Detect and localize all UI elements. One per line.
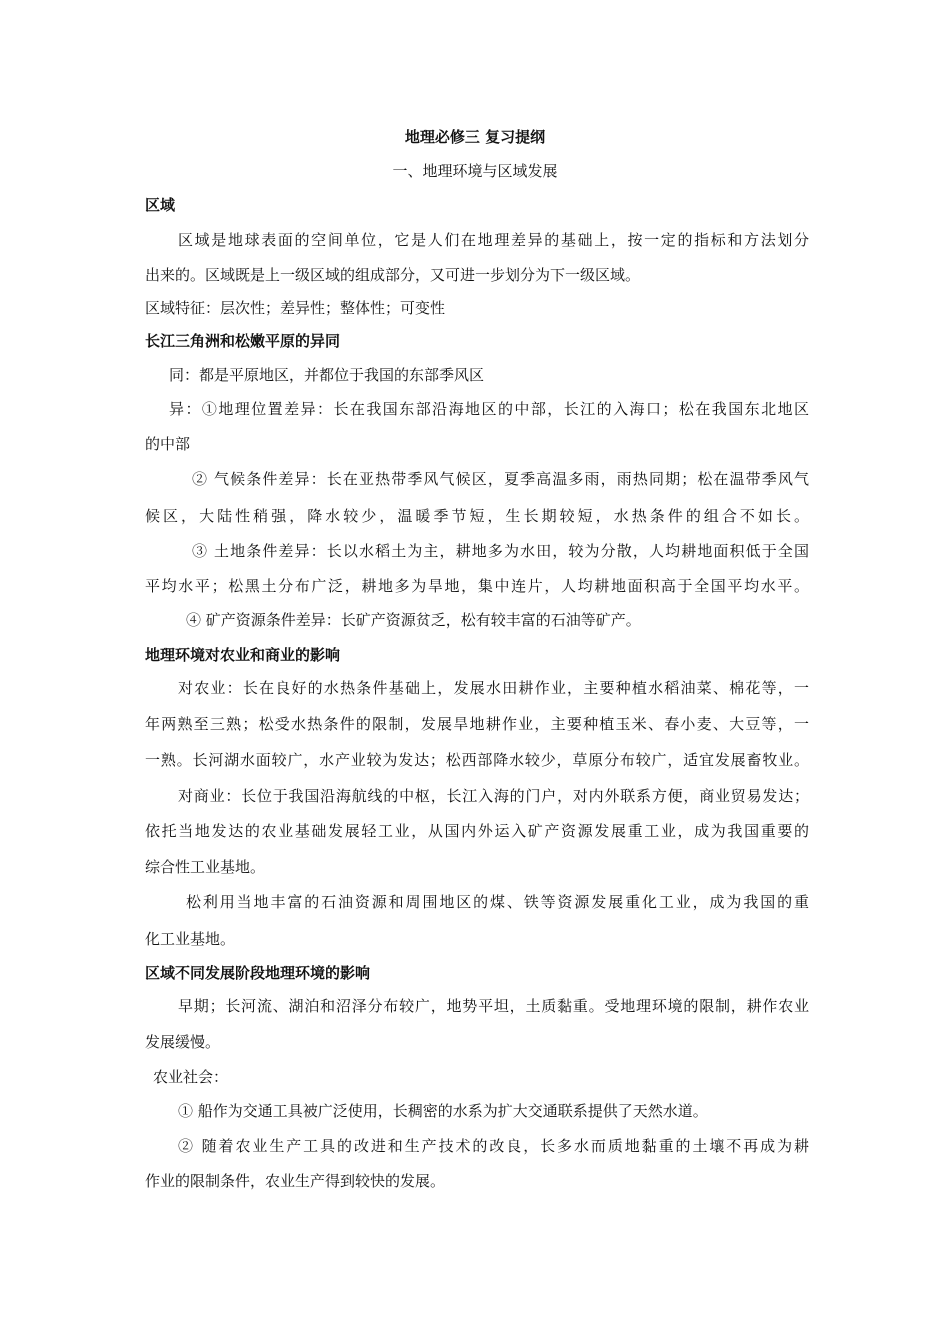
paragraph-line: ① 船作为交通工具被广泛使用，长稠密的水系为扩大交通联系提供了天然水道。	[178, 1102, 708, 1120]
document-title: 地理必修三 复习提纲	[404, 128, 546, 146]
paragraph-line: ③ 土地条件差异：长以水稻土为主，耕地多为水田，较为分散，人均耕地面积低于全国	[192, 542, 809, 560]
paragraph-line: 出来的。区域既是上一级区域的组成部分，又可进一步划分为下一级区域。	[145, 266, 641, 284]
paragraph-line: 同：都是平原地区，并都位于我国的东部季风区	[169, 366, 485, 384]
paragraph-line: 年两熟至三熟；松受水热条件的限制，发展旱地耕作业，主要种植玉米、春小麦、大豆等，一	[145, 715, 809, 733]
section-heading-stages: 区域不同发展阶段地理环境的影响	[145, 964, 371, 982]
paragraph-line: 松利用当地丰富的石油资源和周围地区的煤、铁等资源发展重化工业，成为我国的重	[186, 893, 809, 911]
paragraph-line: 对商业：长位于我国沿海航线的中枢，长江入海的门户，对内外联系方便，商业贸易发达；	[178, 787, 809, 805]
paragraph-line: ② 气候条件差异：长在亚热带季风气候区，夏季高温多雨，雨热同期；松在温带季风气	[192, 470, 809, 488]
section-heading-region: 区域	[145, 196, 176, 214]
paragraph-line: 作业的限制条件，农业生产得到较快的发展。	[145, 1172, 446, 1190]
paragraph-line: ④ 矿产资源条件差异：长矿产资源贫乏，松有较丰富的石油等矿产。	[186, 611, 641, 629]
paragraph-line: 一熟。长河湖水面较广，水产业较为发达；松西部降水较少，草原分布较广，适宜发展畜牧业。	[145, 751, 809, 769]
paragraph-line: 依托当地发达的农业基础发展轻工业，从国内外运入矿产资源发展重工业，成为我国重要的	[145, 822, 809, 840]
paragraph-line: 对农业：长在良好的水热条件基础上，发展水田耕作业，主要种植水稻油菜、棉花等，一	[178, 679, 809, 697]
paragraph-line: 发展缓慢。	[145, 1033, 221, 1051]
paragraph-line: 农业社会：	[153, 1068, 229, 1086]
chapter-heading: 一、地理环境与区域发展	[392, 162, 558, 180]
paragraph-line: 候区，大陆性稍强，降水较少，温暖季节短，生长期较短，水热条件的组合不如长。	[145, 507, 809, 525]
paragraph-line: 综合性工业基地。	[145, 858, 266, 876]
paragraph-line: 的中部	[145, 435, 191, 453]
section-heading-comparison: 长江三角洲和松嫩平原的异同	[145, 332, 341, 350]
paragraph-line: 早期；长河流、湖泊和沼泽分布较广，地势平坦，土质黏重。受地理环境的限制，耕作农业	[178, 997, 809, 1015]
paragraph-line: ② 随着农业生产工具的改进和生产技术的改良，长多水而质地黏重的土壤不再成为耕	[178, 1137, 809, 1155]
paragraph-line: 区域特征：层次性；差异性；整体性；可变性	[145, 299, 446, 317]
paragraph-line: 化工业基地。	[145, 930, 236, 948]
paragraph-line: 区域是地球表面的空间单位，它是人们在地理差异的基础上，按一定的指标和方法划分	[178, 231, 809, 249]
section-heading-influence: 地理环境对农业和商业的影响	[145, 646, 341, 664]
paragraph-line: 平均水平；松黑土分布广泛，耕地多为旱地，集中连片，人均耕地面积高于全国平均水平。	[145, 577, 809, 595]
paragraph-line: 异：①地理位置差异：长在我国东部沿海地区的中部，长江的入海口；松在我国东北地区	[169, 400, 809, 418]
